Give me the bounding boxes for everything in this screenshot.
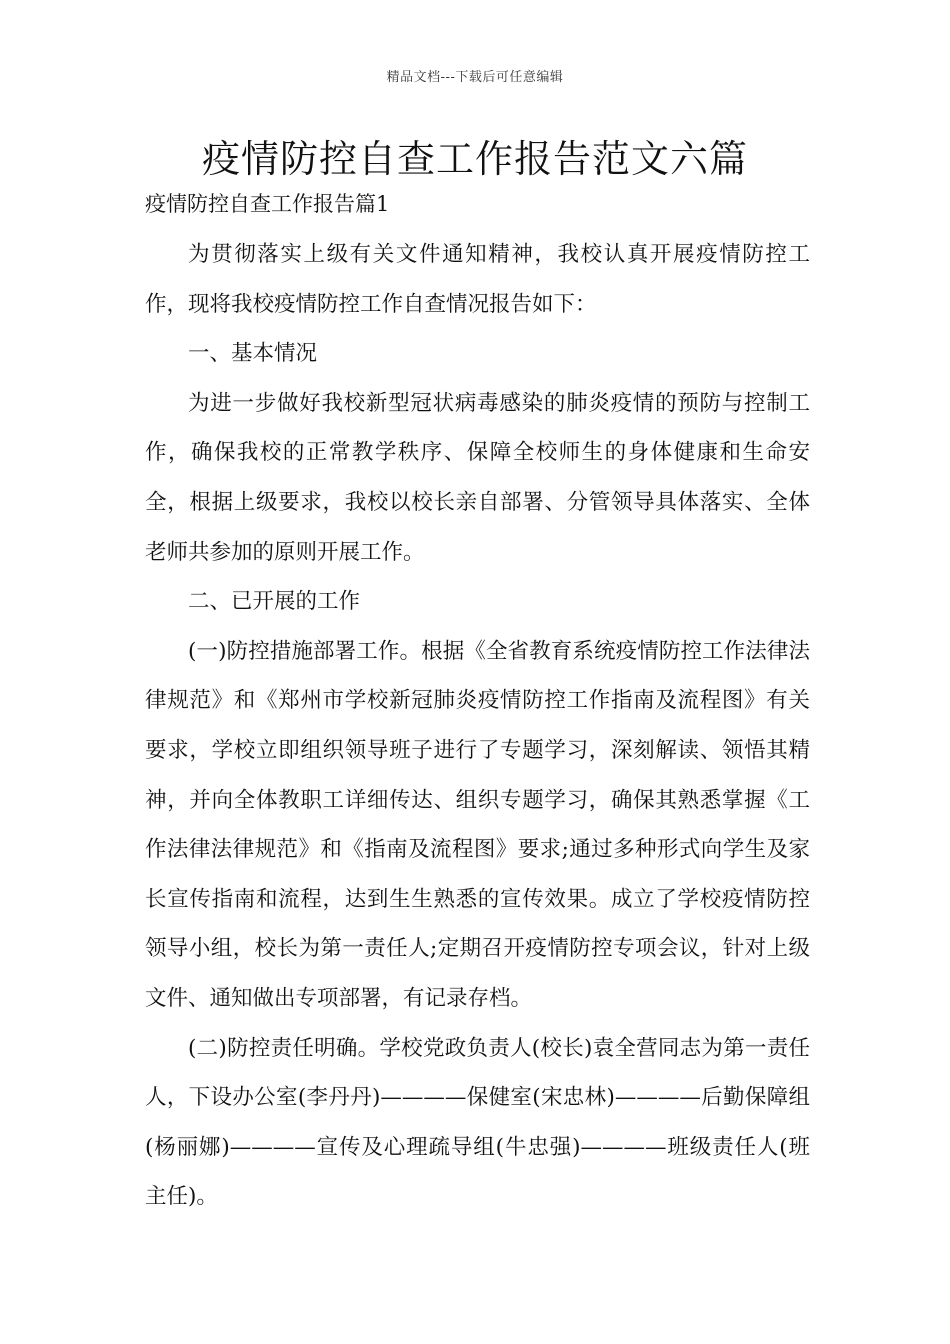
heading-basic-situation: 一、基本情况 [188,341,318,367]
paragraph-measures: (一)防控措施部署工作。根据《全省教育系统疫情防控工作法律法律规范》和《郑州市学校新冠肺炎疫情防控工作指南及流程图》有关要求，学校立即组织领导班子进行了专题学习，深刻解读、领悟其精神，并向全体教职工详细传达、组织专题学习，确保其熟悉掌握《工作法律法律规范》和《指南及流程图》要求;通过多种形式向学生及家长宣传指南和流程，达到生生熟悉的宣传效果。成立了学校疫情防控领导小组，校长为第一责任人;定期召开疫情防控专项会议，针对上级文件、通知做出专项部署，有记录存档。 [145,638,810,1011]
document-body [145,230,810,1222]
document-title: 疫情防控自查工作报告范文六篇 [201,137,748,181]
paragraph-intro: 为贯彻落实上级有关文件通知精神，我校认真开展疫情防控工作，现将我校疫情防控工作自查情况报告如下： [145,242,810,317]
paragraph-responsibility: (二)防控责任明确。学校党政负责人(校长)袁全营同志为第一责任人，下设办公室(李丹丹)————保健室(宋忠林)————后勤保障组(杨丽娜)————宣传及心理疏导组(牛忠强)————班级责任人(班主任)。 [145,1035,810,1210]
heading-work-done: 二、已开展的工作 [188,589,361,615]
section-subtitle: 疫情防控自查工作报告篇1 [145,192,390,216]
paragraph-basic-situation: 为进一步做好我校新型冠状病毒感染的肺炎疫情的预防与控制工作，确保我校的正常教学秩序、保障全校师生的身体健康和生命安全，根据上级要求，我校以校长亲自部署、分管领导具体落实、全体老师共参加的原则开展工作。 [145,390,810,565]
page-header: 精品文档---下载后可任意编辑 [386,70,564,85]
